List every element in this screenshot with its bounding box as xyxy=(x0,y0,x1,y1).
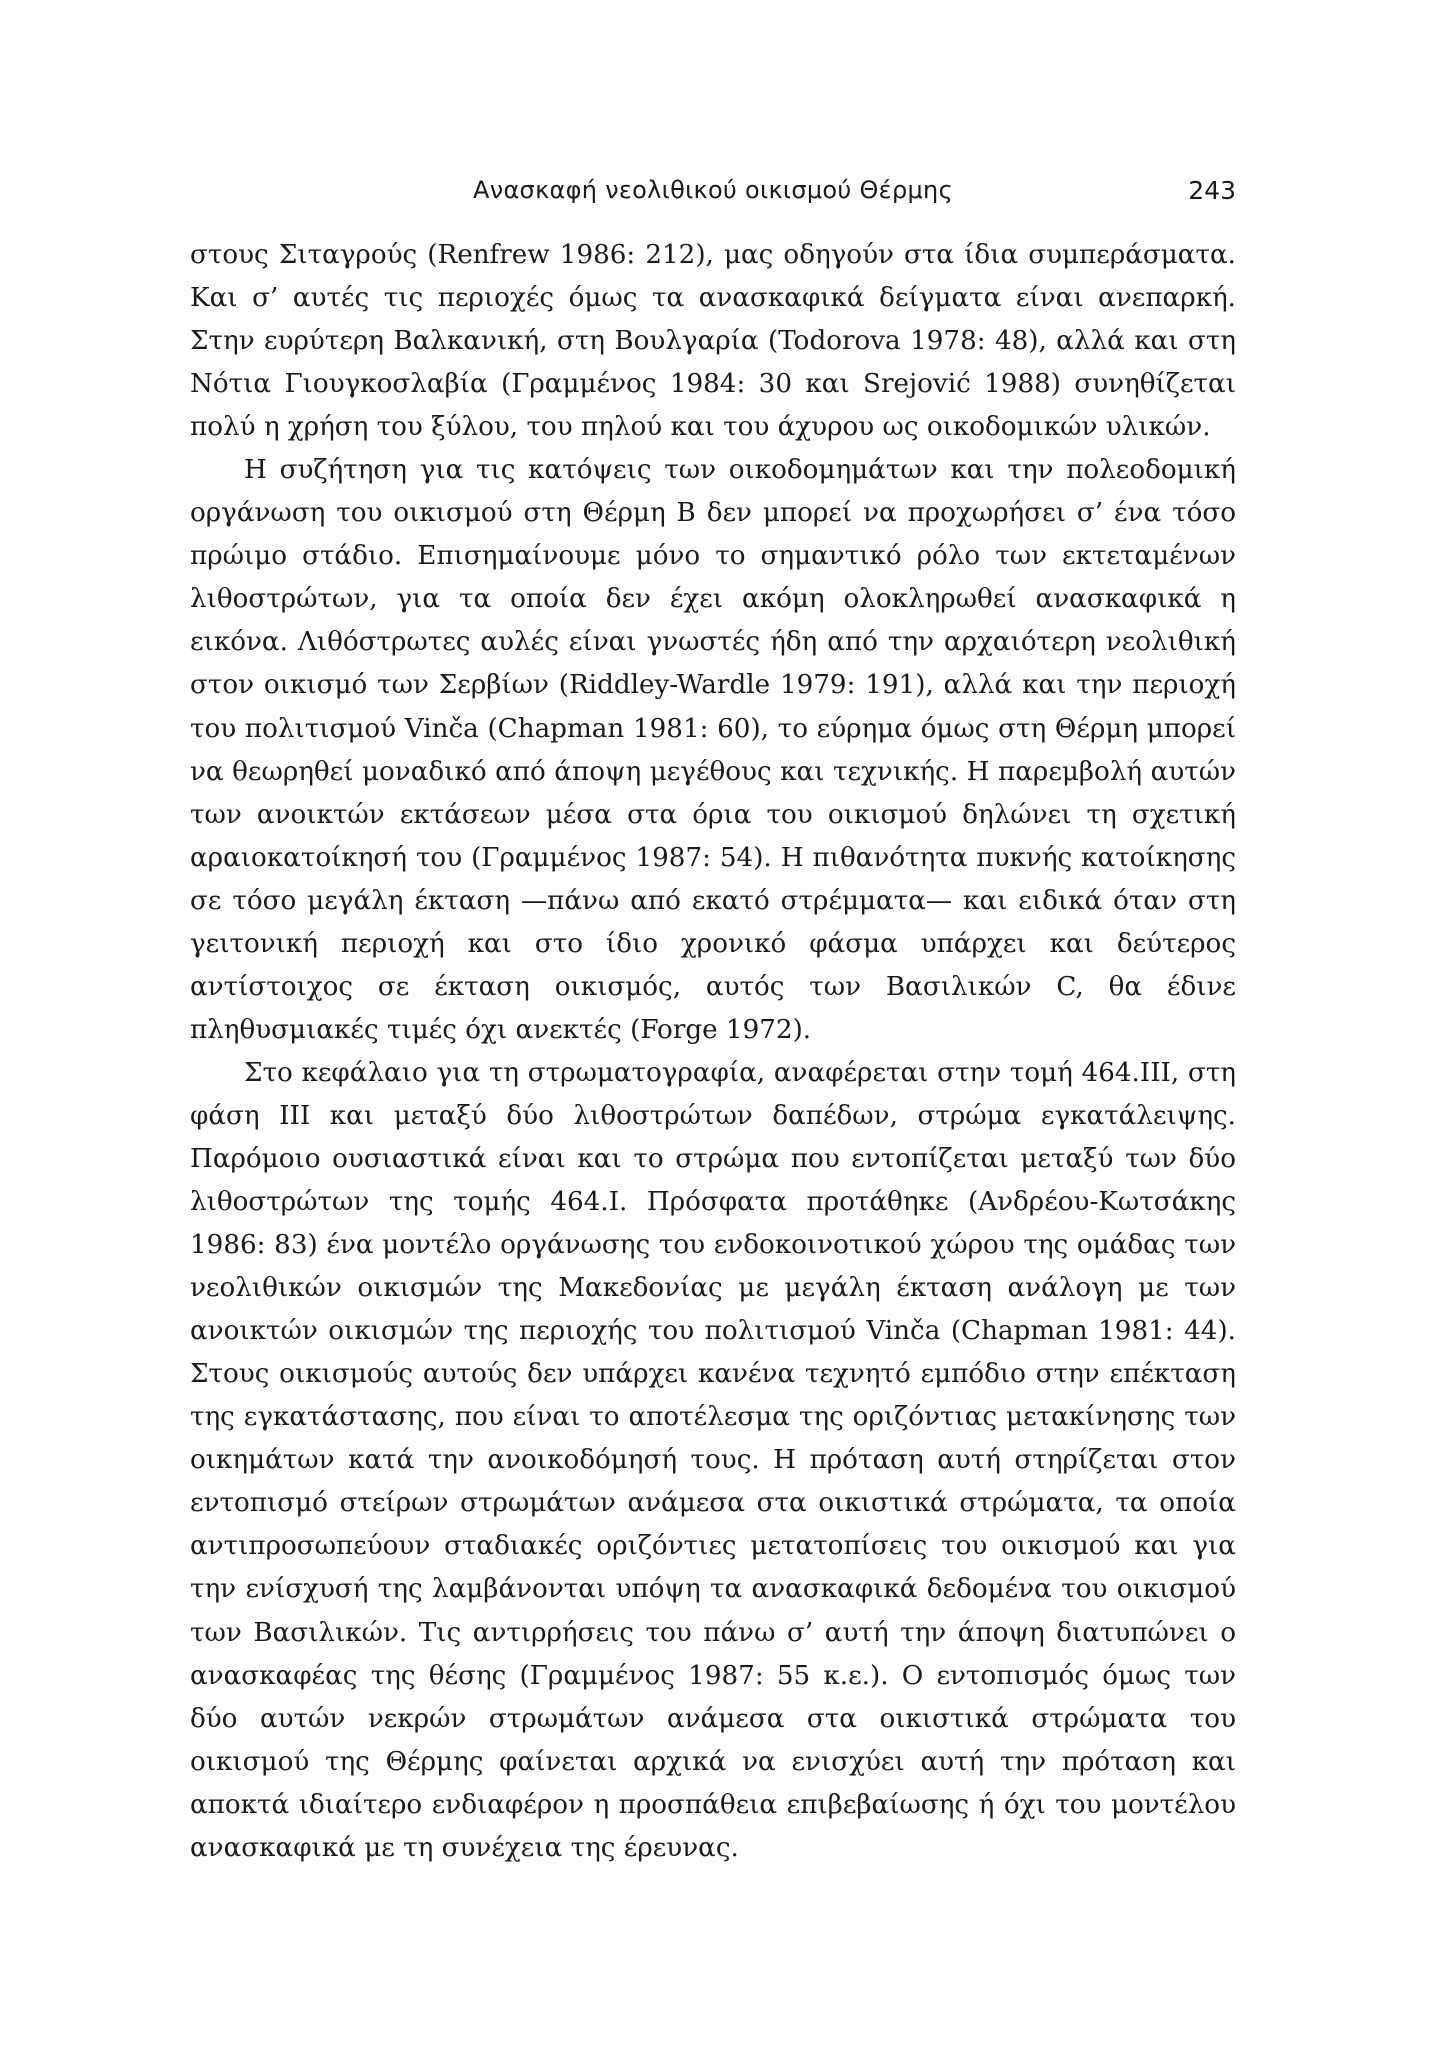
running-title: Ανασκαφή νεολιθικού οικισμού Θέρμης xyxy=(473,176,953,204)
page-number: 243 xyxy=(1188,176,1236,205)
paragraph-courtyards: Η συζήτηση για τις κατόψεις των οικοδομημάτων και την πολεοδομική οργάνωση του οικισμού στη Θέρμη Β δεν μπορεί να προχωρήσει σ’ ένα τόσο πρώιμο στάδιο. Επισημαίνουμε μόνο το σημαντικό ρόλο των εκτεταμένων λιθοστρώτων, για τα οποία δεν έχει ακόμη ολοκληρωθεί ανασκαφικά η εικόνα. Λιθόστρωτες αυλές είναι γνωστές ήδη από την αρχαιότερη νεολιθική στον οικισμό των Σερβίων (Riddley-Wardle 1979: 191), αλλά και την περιοχή του πολιτισμού Vinča (Chapman 1981: 60), το εύρημα όμως στη Θέρμη μπορεί να θεωρηθεί μοναδικό από άποψη μεγέθους και τεχνικής. Η παρεμβολή αυτών των ανοικτών εκτάσεων μέσα στα όρια του οικισμού δηλώνει τη σχετική αραιοκατοίκησή του (Γραμμένος 1987: 54). Η πιθανότητα πυκνής κατοίκησης σε τόσο μεγάλη έκταση —πάνω από εκατό στρέμματα— και ειδικά όταν στη γειτονική περιοχή και στο ίδιο χρονικό φάσμα υπάρχει και δεύτερος αντίστοιχος σε έκταση οικισμός, αυτός των Βασιλικών C, θα έδινε πληθυσμιακές τιμές όχι ανεκτές (Forge 1972). xyxy=(190,455,1236,1045)
paragraph-continued: στους Σιταγρούς (Renfrew 1986: 212), μας οδηγούν στα ίδια συμπεράσματα. Και σ’ αυτές τις περιοχές όμως τα ανασκαφικά δείγματα είναι ανεπαρκή. Στην ευρύτερη Βαλκανική, στη Βουλγαρία (Todorova 1978: 48), αλλά και στη Νότια Γιουγκοσλαβία (Γραμμένος 1984: 30 και Srejović 1988) συνηθίζεται πολύ η χρήση του ξύλου, του πηλού και του άχυρου ως οικοδομικών υλικών. xyxy=(190,240,1236,443)
running-head xyxy=(190,176,1236,216)
paragraph-stratigraphy: Στο κεφάλαιο για τη στρωματογραφία, αναφέρεται στην τομή 464.ΙΙΙ, στη φάση ΙΙΙ και μεταξύ δύο λιθοστρώτων δαπέδων, στρώμα εγκατάλειψης. Παρόμοιο ουσιαστικά είναι και το στρώμα που εντοπίζεται μεταξύ των δύο λιθοστρώτων της τομής 464.Ι. Πρόσφατα προτάθηκε (Ανδρέου-Κωτσάκης 1986: 83) ένα μοντέλο οργάνωσης του ενδοκοινοτικού χώρου της ομάδας των νεολιθικών οικισμών της Μακεδονίας με μεγάλη έκταση ανάλογη με των ανοικτών οικισμών της περιοχής του πολιτισμού Vinča (Chapman 1981: 44). Στους οικισμούς αυτούς δεν υπάρχει κανένα τεχνητό εμπόδιο στην επέκταση της εγκατάστασης, που είναι το αποτέλεσμα της οριζόντιας μετακίνησης των οικημάτων κατά την ανοικοδόμησή τους. Η πρόταση αυτή στηρίζεται στον εντοπισμό στείρων στρωμάτων ανάμεσα στα οικιστικά στρώματα, τα οποία αντιπροσωπεύουν σταδιακές οριζόντιες μετατοπίσεις του οικισμού και για την ενίσχυσή της λαμβάνονται υπόψη τα ανασκαφικά δεδομένα του οικισμού των Βασιλικών. Τις αντιρρήσεις του πάνω σ’ αυτή την άποψη διατυπώνει ο ανασκαφέας της θέσης (Γραμμένος 1987: 55 κ.ε.). Ο εντοπισμός όμως των δύο αυτών νεκρών στρωμάτων ανάμεσα στα οικιστικά στρώματα του οικισμού της Θέρμης φαίνεται αρχικά να ενισχύει αυτή την πρόταση και αποκτά ιδιαίτερο ενδιαφέρον η προσπάθεια επιβεβαίωσης ή όχι του μοντέλου ανασκαφικά με τη συνέχεια της έρευνας. xyxy=(190,1057,1236,1863)
body-text xyxy=(190,234,1236,1870)
